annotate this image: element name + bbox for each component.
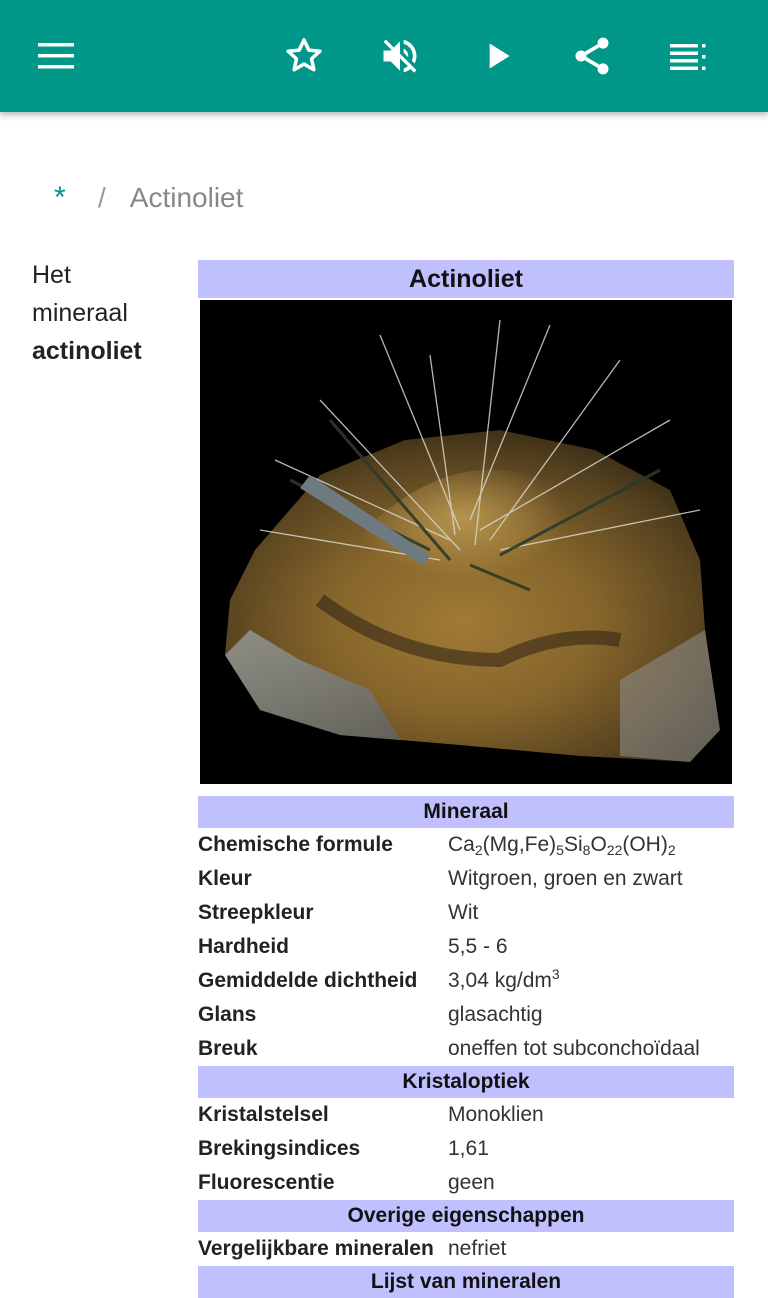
infobox bbox=[198, 260, 734, 1298]
row-value: Wit bbox=[448, 901, 479, 924]
mineral-photo bbox=[200, 300, 732, 784]
row-value: glasachtig bbox=[448, 1003, 543, 1026]
row-label: Chemische formule bbox=[198, 833, 393, 856]
chemical-formula: $Ca_2(Mg,Fe)_5Si_8O_{22}(OH)_2$ bbox=[448, 833, 676, 858]
row-value: oneffen tot subconchoïdaal bbox=[448, 1037, 700, 1060]
mute-button[interactable] bbox=[372, 28, 428, 84]
breadcrumb-current: Actinoliet bbox=[129, 182, 244, 213]
row-label: Vergelijkbare mineralen bbox=[198, 1237, 434, 1260]
play-button[interactable] bbox=[470, 28, 526, 84]
playlist-icon bbox=[668, 36, 708, 76]
table-row bbox=[198, 930, 734, 964]
row-value: 1,61 bbox=[448, 1137, 489, 1160]
table-row bbox=[198, 1032, 734, 1066]
row-value: Monoklien bbox=[448, 1103, 544, 1126]
row-label: Breuk bbox=[198, 1037, 258, 1060]
row-label: Glans bbox=[198, 1003, 257, 1026]
row-value: 3,04 $kg/dm^3$ bbox=[448, 966, 560, 992]
breadcrumb bbox=[54, 178, 243, 218]
share-icon bbox=[570, 34, 614, 78]
table-row bbox=[198, 964, 734, 998]
mineral-image[interactable] bbox=[200, 300, 732, 784]
intro-mineral-name: actinoliet bbox=[32, 337, 142, 365]
table-row bbox=[198, 896, 734, 930]
row-label: Hardheid bbox=[198, 935, 290, 958]
table-row bbox=[198, 828, 734, 862]
play-icon bbox=[478, 36, 518, 76]
row-label: Kleur bbox=[198, 867, 252, 890]
table-row bbox=[198, 862, 734, 896]
row-label: Fluorescentie bbox=[198, 1171, 335, 1194]
table-row bbox=[198, 1132, 734, 1166]
app-bar bbox=[0, 0, 768, 112]
share-button[interactable] bbox=[564, 28, 620, 84]
row-value: 5,5 - 6 bbox=[448, 935, 508, 958]
table-row bbox=[198, 1232, 734, 1266]
favorite-button[interactable] bbox=[276, 28, 332, 84]
breadcrumb-separator: / bbox=[98, 182, 106, 213]
table-row bbox=[198, 1098, 734, 1132]
row-value: Witgroen, groen en zwart bbox=[448, 867, 683, 890]
row-label: Gemiddelde dichtheid bbox=[198, 969, 418, 992]
row-value: geen bbox=[448, 1171, 495, 1194]
row-label: Kristalstelsel bbox=[198, 1103, 329, 1126]
table-row bbox=[198, 1166, 734, 1200]
table-row bbox=[198, 998, 734, 1032]
star-outline-icon bbox=[282, 34, 326, 78]
section-header-mineraal: Mineraal bbox=[198, 796, 734, 828]
volume-off-icon bbox=[378, 34, 422, 78]
row-label: Streepkleur bbox=[198, 901, 314, 924]
hamburger-menu-icon bbox=[36, 36, 76, 76]
section-header-next: Lijst van mineralen bbox=[198, 1266, 734, 1298]
intro-line: mineraal bbox=[32, 299, 128, 327]
playlist-button[interactable] bbox=[660, 28, 716, 84]
row-value[interactable]: nefriet bbox=[448, 1237, 507, 1260]
section-header-kristaloptiek: Kristaloptiek bbox=[198, 1066, 734, 1098]
row-label: Brekingsindices bbox=[198, 1137, 361, 1160]
menu-button[interactable] bbox=[28, 28, 84, 84]
section-header-overige: Overige eigenschappen bbox=[198, 1200, 734, 1232]
infobox-title: Actinoliet bbox=[198, 260, 734, 298]
intro-line: Het bbox=[32, 261, 71, 289]
intro-text bbox=[32, 256, 182, 370]
breadcrumb-home-link[interactable]: * bbox=[54, 181, 66, 214]
